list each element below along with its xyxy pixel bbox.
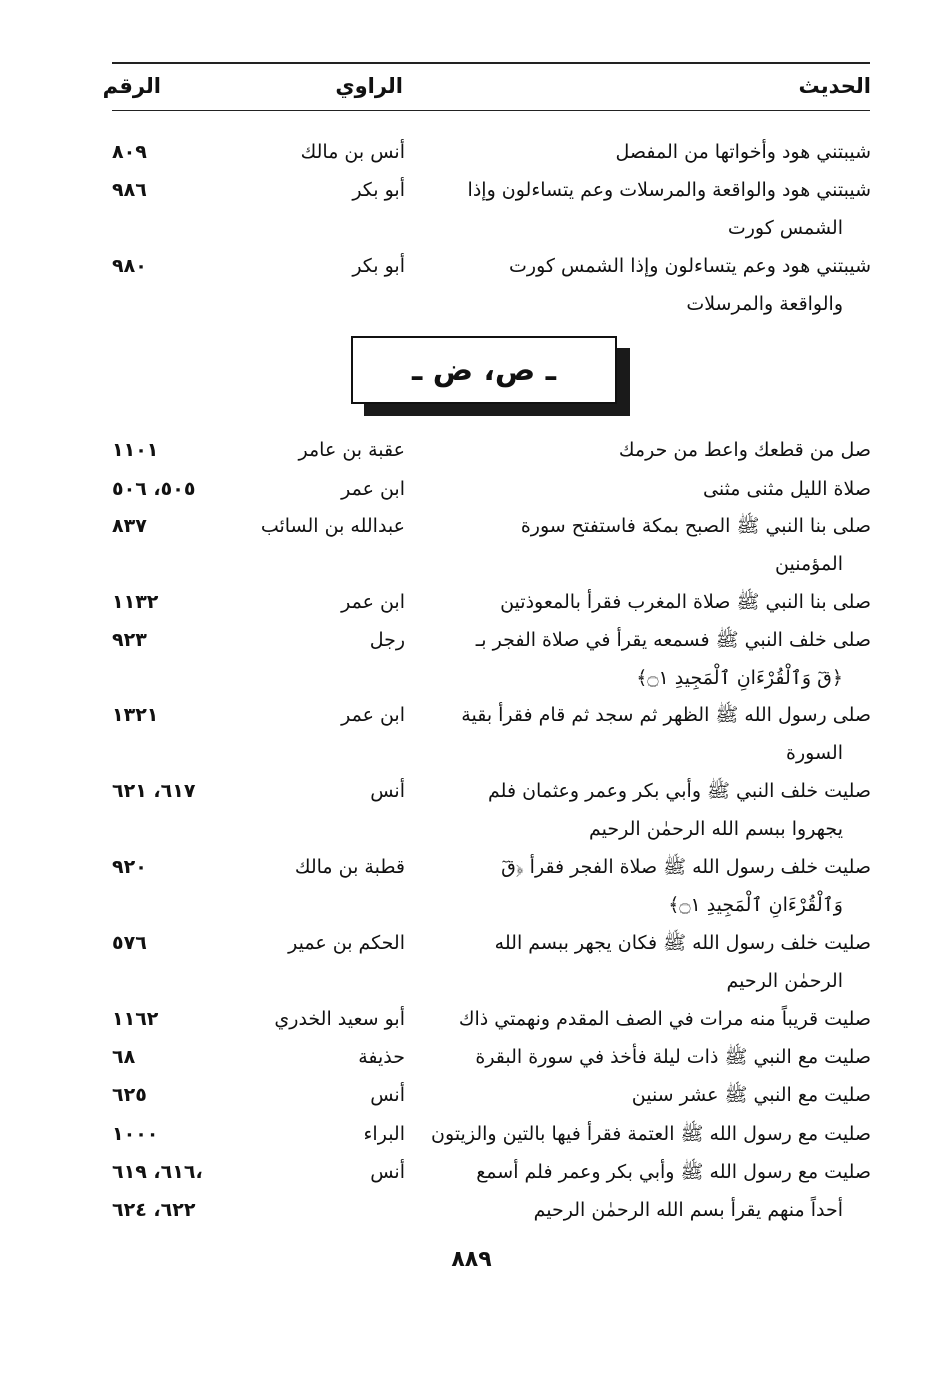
hadith-text: صليت مع رسول الله ﷺ وأبي بكر وعمر فلم أسمع <box>476 1161 871 1183</box>
hadith-text: صليت خلف رسول الله ﷺ فكان يجهر ببسم الله <box>494 932 871 954</box>
hadith-text: صلى بنا النبي ﷺ صلاة المغرب فقرأ بالمعوذتين <box>500 591 871 613</box>
hadith-text: صليت خلف رسول الله ﷺ صلاة الفجر فقرأ ﴿قٓ <box>501 856 871 878</box>
hadith-number: ٦٢٥ <box>112 1084 147 1106</box>
hadith-text-continuation: ﴿قٓ وَٱلْقُرْءَانِ ٱلْمَجِيدِ ۝١﴾ <box>636 667 843 689</box>
hadith-text: شيبتني هود وعم يتساءلون وإذا الشمس كورت <box>509 255 871 277</box>
hadith-text: صليت مع النبي ﷺ ذات ليلة فأخذ في سورة البقرة <box>475 1046 871 1068</box>
hadith-number: ٩٨٠ <box>112 255 147 277</box>
hadith-text: صلى بنا النبي ﷺ الصبح بمكة فاستفتح سورة <box>520 515 871 537</box>
hadith-text-continuation: الرحمٰن الرحيم <box>726 970 843 992</box>
section-heading: ـ ص، ض ـ <box>412 352 556 388</box>
hadith-number: ١١٠١ <box>112 439 159 461</box>
narrator: أنس <box>370 1084 405 1106</box>
hadith-number: ٩٢٠ <box>112 856 147 878</box>
narrator: أنس بن مالك <box>300 141 405 163</box>
hadith-text: صليت مع رسول الله ﷺ العتمة فقرأ فيها بالتين والزيتون <box>431 1123 871 1145</box>
hadith-number: ٨٣٧ <box>112 515 147 537</box>
narrator: أنس <box>370 780 405 802</box>
narrator: أبو سعيد الخدري <box>274 1008 405 1030</box>
hadith-text: صلى خلف النبي ﷺ فسمعه يقرأ في صلاة الفجر بـ <box>475 629 871 651</box>
hadith-text-continuation: السورة <box>786 742 843 764</box>
page-number: ٨٨٩ <box>451 1247 492 1272</box>
hadith-text: صلاة الليل مثنى مثنى <box>703 478 871 500</box>
hadith-number: ٦١٦، ٦١٩، <box>112 1161 203 1183</box>
hadith-number: ١٣٢١ <box>112 704 159 726</box>
hadith-text: صليت قريباً منه مرات في الصف المقدم ونهمتي ذاك <box>458 1008 871 1030</box>
narrator: رجل <box>369 629 405 651</box>
header-top-rule <box>112 62 870 64</box>
hadith-number: ١٠٠٠ <box>112 1123 159 1145</box>
hadith-number-continuation: ٦٢٢، ٦٢٤ <box>112 1199 196 1221</box>
narrator: أبو بكر <box>352 179 405 201</box>
hadith-text-continuation: المؤمنين <box>775 553 843 575</box>
hadith-number: ٥٠٥، ٥٠٦ <box>112 478 196 500</box>
column-header-number: الرقم <box>102 74 161 98</box>
hadith-number: ١١٣٢ <box>112 591 159 613</box>
hadith-text: شيبتني هود والواقعة والمرسلات وعم يتساءلون وإذا <box>467 179 871 201</box>
hadith-number: ٨٠٩ <box>112 141 147 163</box>
narrator: البراء <box>363 1123 405 1145</box>
hadith-text-continuation: والواقعة والمرسلات <box>686 293 843 315</box>
narrator: الحكم بن عمير <box>288 932 405 954</box>
narrator: قطبة بن مالك <box>294 856 405 878</box>
hadith-text: صلى رسول الله ﷺ الظهر ثم سجد ثم قام فقرأ بقية <box>461 704 871 726</box>
hadith-number: ٩٢٣ <box>112 629 147 651</box>
narrator: ابن عمر <box>341 704 405 726</box>
hadith-text-continuation: أحداً منهم يقرأ بسم الله الرحمٰن الرحيم <box>533 1199 843 1221</box>
narrator: ابن عمر <box>341 591 405 613</box>
hadith-number: ٦١٧، ٦٢١ <box>112 780 196 802</box>
hadith-text: صليت مع النبي ﷺ عشر سنين <box>631 1084 871 1106</box>
column-header-narrator: الراوي <box>335 74 403 98</box>
narrator: أبو بكر <box>352 255 405 277</box>
column-header-hadith: الحديث <box>798 74 871 98</box>
narrator: ابن عمر <box>341 478 405 500</box>
hadith-number: ٥٧٦ <box>112 932 147 954</box>
narrator: عقبة بن عامر <box>298 439 405 461</box>
hadith-number: ١١٦٢ <box>112 1008 159 1030</box>
section-heading-box <box>351 336 617 404</box>
hadith-text-continuation: الشمس كورت <box>727 217 843 239</box>
hadith-text: شيبتني هود وأخواتها من المفصل <box>615 141 871 163</box>
narrator: أنس <box>370 1161 405 1183</box>
hadith-text: صليت خلف النبي ﷺ وأبي بكر وعمر وعثمان فلم <box>488 780 871 802</box>
narrator: حذيفة <box>358 1046 405 1068</box>
header-bottom-rule <box>112 110 870 111</box>
hadith-number: ٩٨٦ <box>112 179 147 201</box>
hadith-text: صل من قطعك واعط من حرمك <box>618 439 871 461</box>
hadith-number: ٦٨ <box>112 1046 136 1068</box>
hadith-text-continuation: وَٱلْقُرْءَانِ ٱلْمَجِيدِ ۝١﴾ <box>668 894 843 916</box>
hadith-text-continuation: يجهروا ببسم الله الرحمٰن الرحيم <box>589 818 843 840</box>
narrator: عبدالله بن السائب <box>260 515 405 537</box>
